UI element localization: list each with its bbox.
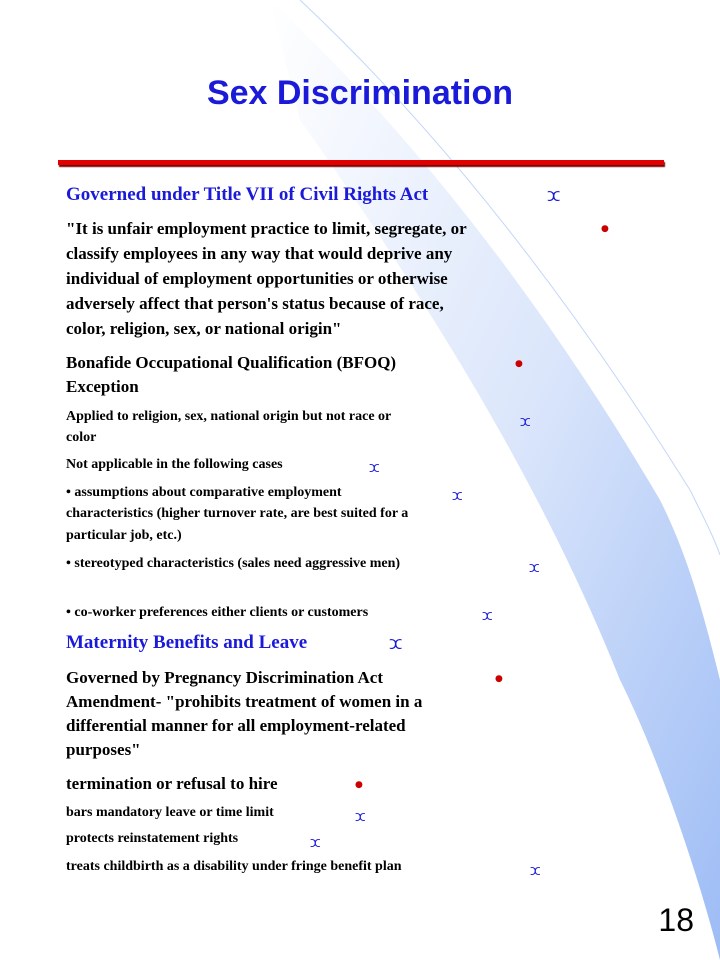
curl-marker-icon: ⵋ	[529, 562, 540, 575]
curl-marker-icon: ⵋ	[389, 637, 403, 653]
slide-title: Sex Discrimination	[206, 74, 514, 112]
list-item: protects reinstatement rights	[66, 831, 239, 846]
list-item: • co-worker preferences either clients or customers	[66, 605, 369, 620]
curl-marker-icon: ⵋ	[530, 865, 541, 878]
applied-line: color	[66, 430, 97, 445]
quote-line: "It is unfair employment practice to limit, segregate, or	[66, 219, 467, 238]
pda-line: Governed by Pregnancy Discrimination Act	[66, 668, 383, 687]
curl-marker-icon: ⵋ	[310, 837, 321, 850]
pda-line: differential manner for all employment-related	[66, 716, 406, 735]
list-item: treats childbirth as a disability under fringe benefit plan	[66, 859, 402, 874]
curl-marker-icon: ⵋ	[520, 416, 531, 429]
list-item: particular job, etc.)	[66, 528, 182, 543]
dot-marker-icon: ●	[515, 359, 523, 369]
list-item: • assumptions about comparative employment	[66, 485, 342, 500]
dot-marker-icon: ●	[495, 674, 503, 684]
bfoq-line: Exception	[66, 377, 139, 396]
list-item: • stereotyped characteristics (sales need aggressive men)	[66, 556, 401, 571]
title-divider	[58, 160, 664, 165]
list-item: bars mandatory leave or time limit	[66, 805, 274, 820]
pda-line: purposes"	[66, 740, 141, 759]
pda-line: Amendment- "prohibits treatment of women in a	[66, 692, 423, 711]
curl-marker-icon: ⵋ	[547, 189, 561, 205]
dot-marker-icon: ●	[355, 780, 363, 790]
curl-marker-icon: ⵋ	[355, 811, 366, 824]
applied-line: Applied to religion, sex, national origin but not race or	[66, 409, 392, 424]
heading-title-vii: Governed under Title VII of Civil Rights Act	[66, 184, 429, 205]
curl-marker-icon: ⵋ	[482, 610, 493, 623]
bfoq-line: Bonafide Occupational Qualification (BFOQ)	[66, 353, 397, 372]
list-item: termination or refusal to hire	[66, 774, 278, 793]
not-applicable-line: Not applicable in the following cases	[66, 457, 283, 472]
curl-marker-icon: ⵋ	[452, 490, 463, 503]
quote-line: color, religion, sex, or national origin"	[66, 319, 342, 338]
quote-line: classify employees in any way that would deprive any	[66, 244, 453, 263]
page-number: 18	[658, 902, 694, 938]
list-item: characteristics (higher turnover rate, are best suited for a	[66, 506, 409, 521]
heading-maternity: Maternity Benefits and Leave	[66, 632, 308, 653]
quote-line: adversely affect that person's status because of race,	[66, 294, 444, 313]
quote-line: individual of employment opportunities or otherwise	[66, 269, 448, 288]
dot-marker-icon: ●	[601, 224, 609, 234]
curl-marker-icon: ⵋ	[369, 462, 380, 475]
